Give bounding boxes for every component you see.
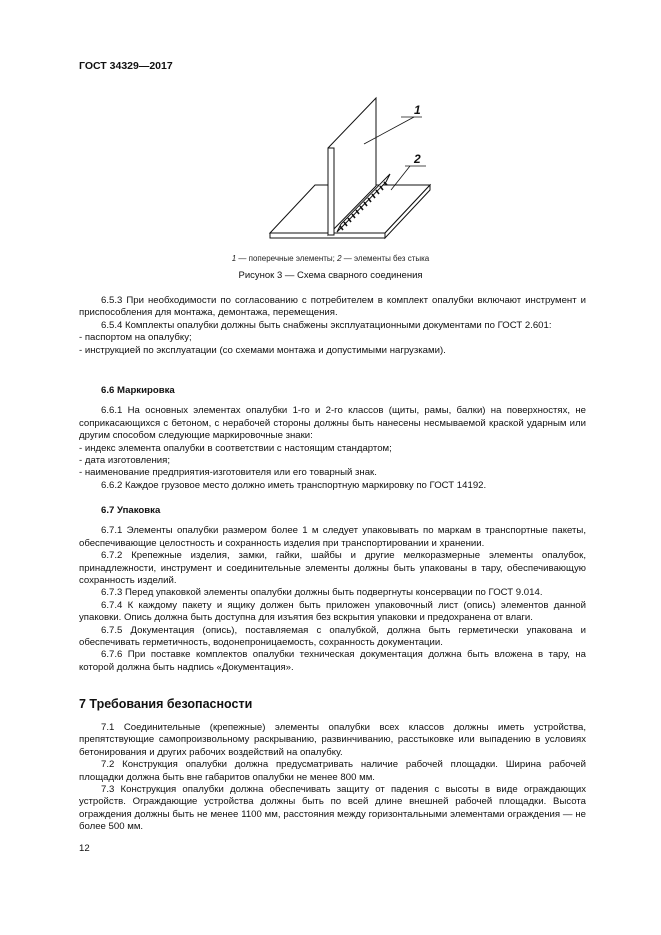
paragraph-6-7-4: 6.7.4 К каждому пакету и ящику должен быть приложен упаковочный лист (опись) элементов данной упаковки. Опись должна быть доступна для изъятия без вскрытия упаковки и предохранена от влаги. [79,599,586,624]
heading-6-7: 6.7 Упаковка [101,505,161,516]
paragraph-6-7-3: 6.7.3 Перед упаковкой элементы опалубки должны быть подвергнуты консервации по ГОСТ 9.014. [101,587,543,599]
heading-6-6: 6.6 Маркировка [101,385,175,396]
paragraph-7-3: 7.3 Конструкция опалубки должна обеспечивать защиту от падения с высоты в виде ограждающих устройств. Ограждающие устройства должны быть по всей длине внешней рабочей площадки. Высота ограждения должны быть не менее 1100 мм, расстояния между горизонтальными элементами ограждения — не более 500 мм. [79,784,586,833]
paragraph-6-7-2: 6.7.2 Крепежные изделия, замки, гайки, шайбы и другие мелкоразмерные элементы опалубок, принадлежности, инструмент и соединительные элементы должны быть упакованы в тару, обеспечивающую сохранность изделий. [79,550,586,587]
paragraph-6-7-6: 6.7.6 При поставке комплектов опалубки техническая документация должна быть вложена в тару, на которой должна быть надпись «Документация». [79,649,586,673]
paragraph-6-6-2: 6.6.2 Каждое грузовое место должно иметь транспортную маркировку по ГОСТ 14192. [101,479,487,491]
list-item-manufacturer: - наименование предприятия-изготовителя или его товарный знак. [79,467,377,479]
figure-legend: 1 — поперечные элементы; 2 — элементы без стыка [231,254,430,263]
paragraph-7-1: 7.1 Соединительные (крепежные) элементы опалубки всех классов должны иметь устройства, препятствующие самопроизвольному раскрыванию, развинчиванию, расстыковке или выпадению в условиях бетонирования и других рабочих воздействий на опалубку. [79,722,586,758]
list-item-passport: - паспортом на опалубку; [79,332,192,344]
document-header: ГОСТ 34329—2017 [79,60,173,72]
heading-section-7: 7 Требования безопасности [79,697,253,711]
paragraph-6-5-4: 6.5.4 Комплекты опалубки должны быть снабжены эксплуатационными документами по ГОСТ 2.601: [101,319,552,331]
list-item-instruction: - инструкцией по эксплуатации (со схемами монтажа и допустимыми нагрузками). [79,344,446,356]
figure-label-1: 1 [414,103,421,117]
paragraph-7-2: 7.2 Конструкция опалубки должна предусматривать наличие рабочей площадки. Ширина рабочей площадки должна быть вне габаритов опалубки не менее 800 мм. [79,759,586,783]
page-number: 12 [79,843,90,854]
section-6-6 [79,385,586,492]
paragraph-6-6-1: 6.6.1 На основных элементах опалубки 1-го и 2-го классов (щиты, рамы, балки) на поверхностях, не соприкасающихся с бетоном, с нерабочей стороны должны быть нанесены несмываемой краской ударным или другим способом следующие маркировочные знаки: [79,405,586,442]
list-item-index: - индекс элемента опалубки в соответствии с настоящим стандартом; [79,442,392,454]
paragraph-6-5-3: 6.5.3 При необходимости по согласованию с потребителем в комплект опалубки включают инструмент и приспособления для монтажа, демонтажа, перемещения. [79,295,586,319]
figure-caption: Рисунок 3 — Схема сварного соединения [238,270,423,281]
list-item-date: - дата изготовления; [79,455,170,467]
figure-label-2: 2 [414,152,421,166]
section-6-7 [79,505,586,674]
paragraph-6-7-5: 6.7.5 Документация (опись), поставляемая с опалубкой, должна быть герметически упакована и обеспечивать герметичность, водонепроницаемость, сохранность документации. [79,624,586,649]
section-7 [79,722,586,834]
weld-joint-diagram [260,96,440,248]
paragraph-6-7-1: 6.7.1 Элементы опалубки размером более 1 м следует упаковывать по маркам в транспортные пакеты, обеспечивающие целостность и сохранность изделия при транспортировании и хранении. [79,525,586,549]
section-6-5-continued [79,295,586,357]
